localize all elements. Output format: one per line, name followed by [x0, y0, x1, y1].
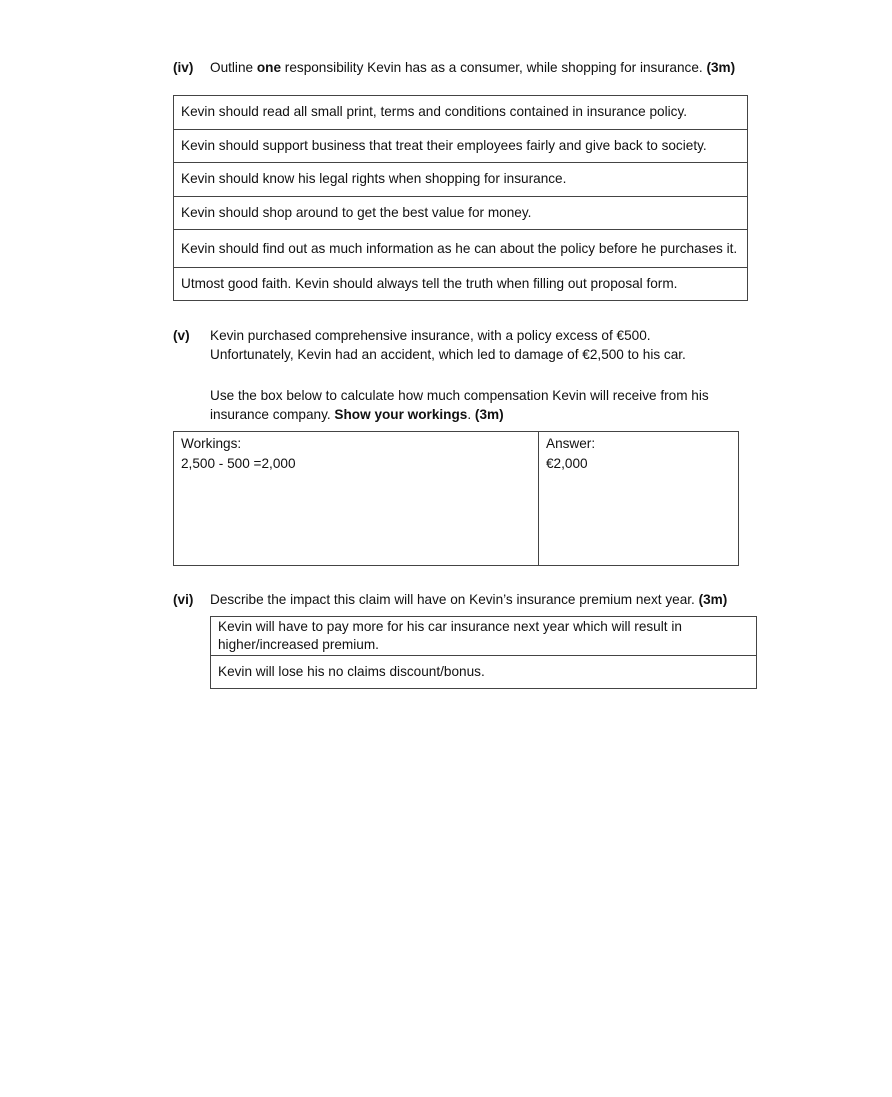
answer-row [211, 656, 756, 688]
prompt-text: Describe the impact this claim will have on Kevin’s insurance premium next year. [210, 592, 699, 607]
answer-text: Kevin should know his legal rights when shopping for insurance. [181, 171, 567, 187]
question-number-iv: (iv) [173, 60, 194, 75]
answer-text: Kevin will lose his no claims discount/bonus. [218, 663, 485, 679]
answer-text: Utmost good faith. Kevin should always tell the truth when filling out proposal form. [181, 276, 678, 291]
answer-row [174, 268, 747, 300]
answer-text: Kevin will have to pay more for his car insurance next year which will result in higher/increased premium. [218, 618, 682, 652]
question-prompt-v-line4 [210, 405, 504, 424]
prompt-text: Outline [210, 60, 257, 75]
answer-text: Kevin should read all small print, terms and conditions contained in insurance policy. [181, 104, 688, 120]
answer-label: Answer: [546, 436, 596, 451]
question-prompt-v-line3: Use the box below to calculate how much compensation Kevin will receive from his [210, 388, 709, 403]
prompt-emphasis: Show your workings [334, 407, 468, 422]
question-prompt-vi [210, 590, 727, 609]
answer-column [539, 432, 738, 565]
question-prompt-v-line1: Kevin purchased comprehensive insurance, with a policy excess of €500. [210, 328, 651, 343]
answer-text: Kevin should support business that treat their employees fairly and give back to society. [181, 137, 707, 153]
answer-row [174, 130, 747, 164]
question-prompt-iv [210, 58, 735, 77]
answer-text: Kevin should shop around to get the best value for money. [181, 204, 532, 220]
answer-table-vi [210, 616, 757, 689]
answer-row [211, 617, 756, 656]
workings-value: 2,500 - 500 =2,000 [181, 456, 296, 471]
prompt-text: responsibility Kevin has as a consumer, while shopping for insurance. [281, 60, 707, 75]
workings-column [174, 432, 539, 565]
answer-row [174, 197, 747, 231]
workings-label: Workings: [181, 436, 242, 451]
answer-row [174, 230, 747, 268]
question-number-v: (v) [173, 328, 190, 343]
marks-label: (3m) [698, 592, 728, 607]
answer-table-iv [173, 95, 748, 301]
marks-label: (3m) [706, 60, 736, 75]
answer-row [174, 96, 747, 130]
prompt-emphasis: one [256, 60, 282, 75]
question-prompt-v-line2: Unfortunately, Kevin had an accident, which led to damage of €2,500 to his car. [210, 347, 686, 362]
prompt-text: insurance company. [210, 407, 335, 422]
answer-value: €2,000 [546, 456, 588, 471]
answer-row [174, 163, 747, 197]
answer-text: Kevin should find out as much information as he can about the policy before he purchases it. [181, 240, 738, 256]
workings-box [173, 431, 739, 566]
prompt-text: . [467, 407, 475, 422]
question-number-vi: (vi) [173, 592, 194, 607]
marks-label: (3m) [474, 407, 504, 422]
